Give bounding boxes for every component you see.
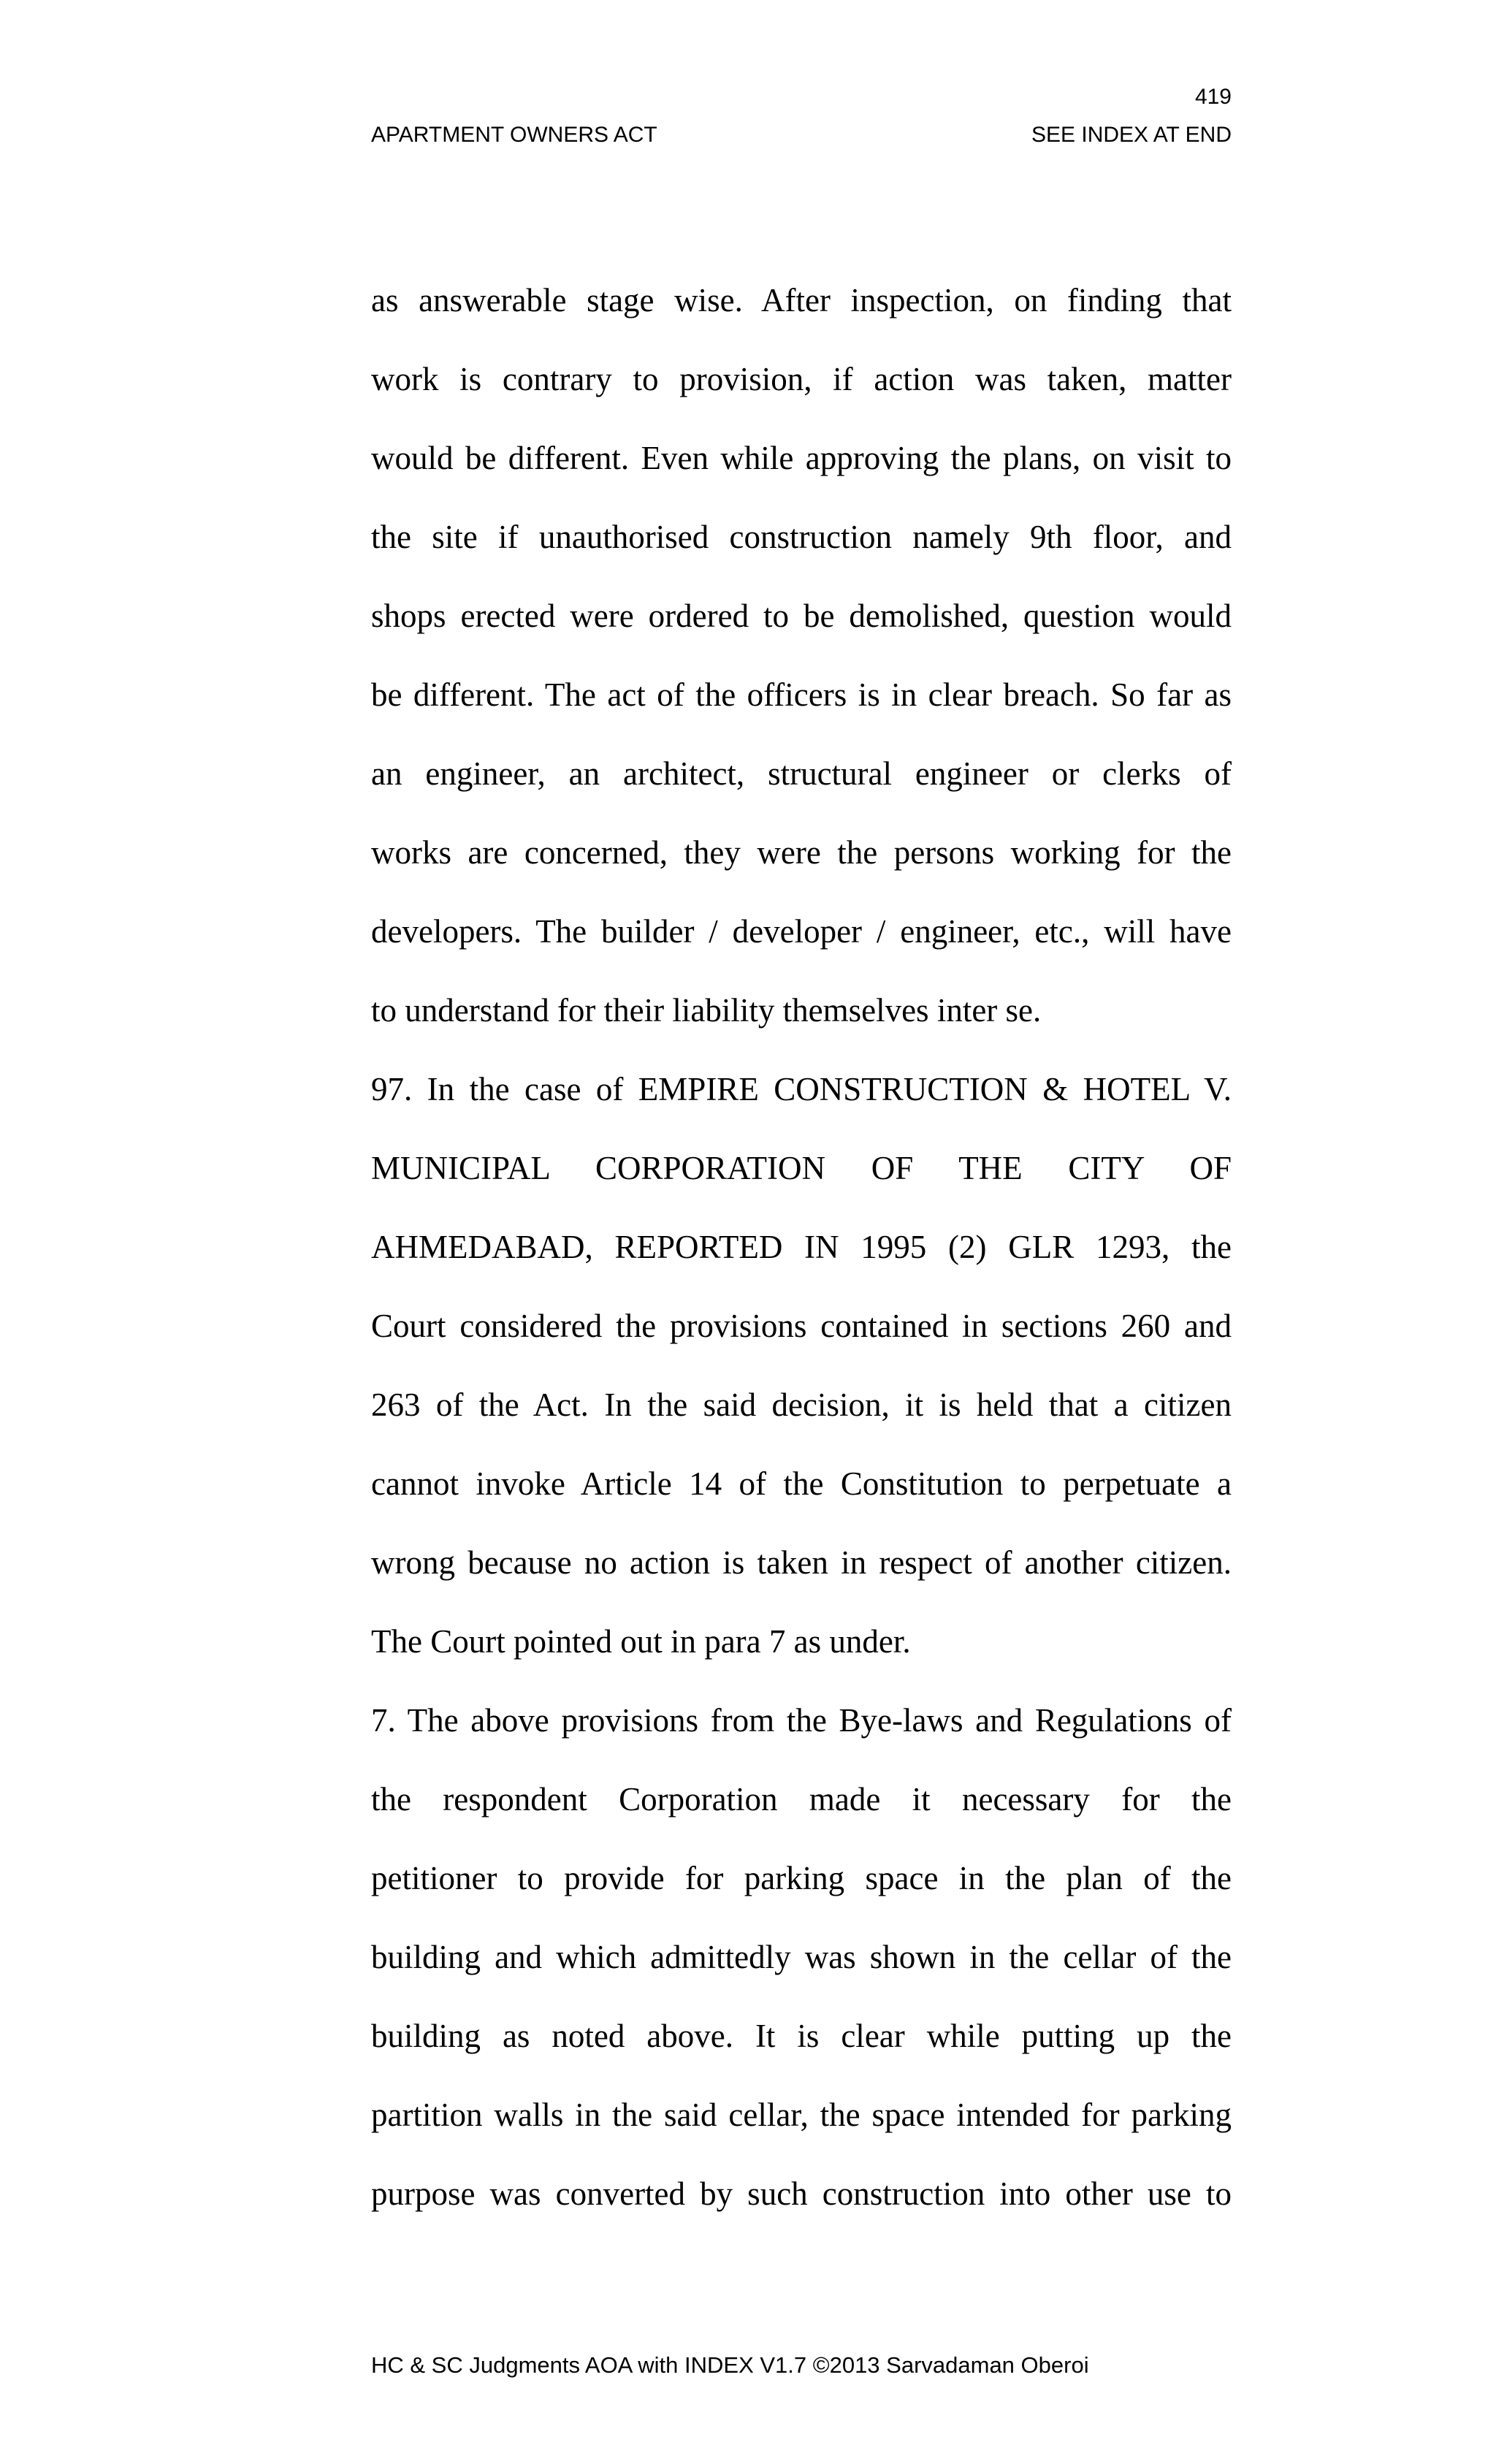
text-line: partition walls in the said cellar, the space intended for parking	[371, 2097, 1232, 2133]
running-header-title: APARTMENT OWNERS ACT	[371, 123, 657, 147]
text-line: building and which admittedly was shown in the cellar of the	[371, 1939, 1232, 1975]
text-line: petitioner to provide for parking space in the plan of the	[371, 1860, 1232, 1896]
text-line: wrong because no action is taken in respect of another citizen.	[371, 1544, 1232, 1581]
text-line: developers. The builder / developer / engineer, etc., will have	[371, 913, 1232, 950]
text-line: 263 of the Act. In the said decision, it is held that a citizen	[371, 1387, 1232, 1423]
text-line: 97. In the case of EMPIRE CONSTRUCTION & HOTEL V.	[371, 1071, 1232, 1107]
text-line: Court considered the provisions contained in sections 260 and	[371, 1308, 1232, 1344]
running-header-index-note: SEE INDEX AT END	[1031, 123, 1232, 147]
text-line: work is contrary to provision, if action was taken, matter	[371, 361, 1232, 397]
paragraph-last-line: to understand for their liability themselves inter se.	[371, 992, 1042, 1029]
text-line: cannot invoke Article 14 of the Constitution to perpetuate a	[371, 1465, 1232, 1502]
text-line: as answerable stage wise. After inspection, on finding that	[371, 282, 1232, 319]
text-line: works are concerned, they were the persons working for the	[371, 834, 1232, 871]
footer-copyright: HC & SC Judgments AOA with INDEX V1.7 ©2013 Sarvadaman Oberoi	[371, 2352, 1089, 2378]
text-line: be different. The act of the officers is in clear breach. So far as	[371, 676, 1232, 713]
text-line: an engineer, an architect, structural engineer or clerks of	[371, 755, 1232, 792]
text-line: AHMEDABAD, REPORTED IN 1995 (2) GLR 1293, the	[371, 1229, 1232, 1265]
text-line: purpose was converted by such construction into other use to	[371, 2175, 1232, 2212]
text-line: the respondent Corporation made it necessary for the	[371, 1781, 1232, 1818]
text-line: the site if unauthorised construction namely 9th floor, and	[371, 519, 1232, 555]
text-line: shops erected were ordered to be demolished, question would	[371, 598, 1232, 634]
text-line: 7. The above provisions from the Bye-laws and Regulations of	[371, 1702, 1232, 1739]
body-text	[371, 261, 1232, 2233]
text-line: would be different. Even while approving the plans, on visit to	[371, 440, 1232, 476]
text-line: MUNICIPAL CORPORATION OF THE CITY OF	[371, 1150, 1232, 1186]
page-number: 419	[1194, 85, 1232, 109]
text-line: building as noted above. It is clear while putting up the	[371, 2018, 1232, 2054]
paragraph-last-line: The Court pointed out in para 7 as under.	[371, 1623, 911, 1660]
